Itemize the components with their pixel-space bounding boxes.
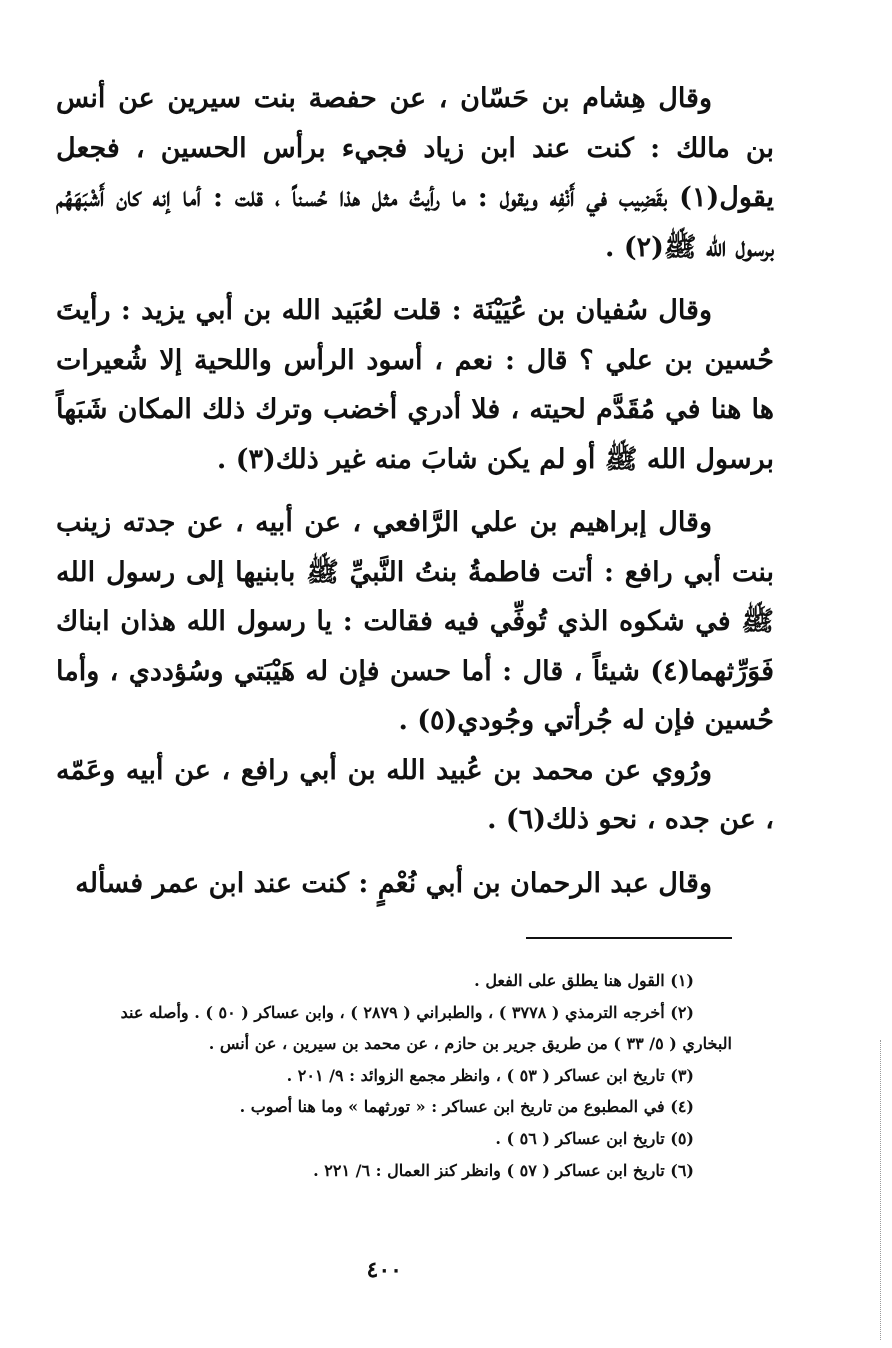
paragraph-abdulrahman: وقال عبد الرحمان بن أبي نُعْمٍ : كنت عند ابن عمر فسأله xyxy=(75,867,712,899)
paragraph-hisham: وقال هِشام بن حَسّان ، عن حفصة بنت سيرين عن أنس بن مالك : كنت عند ابن زياد فجيء برأس الحسين ، فجعل يقول(١) بقَضِيب في أَنْفِه ويقول : ما رأيتُ مثل هذا حُسناً ، قلت : أما إنه كان أَشْبَهَهُم برسول الله ﷺ(٢) . xyxy=(56,83,774,263)
footnote-2-continuation: البخاري ( ٥/ ٣٣ ) من طريق جرير بن حازم ، عن محمد بن سيرين ، عن أنس . xyxy=(208,1034,732,1054)
footnote-4: (٤) في المطبوع من تاريخ ابن عساكر : « تورثهما » وما هنا أصوب . xyxy=(239,1097,694,1117)
footnote-1: (١) القول هنا يطلق على الفعل . xyxy=(474,971,694,990)
paragraph-muhammad: ورُوي عن محمد بن عُبيد الله بن أبي رافع ، عن أبيه وعَمّه ، عن جده ، نحو ذلك(٦) . xyxy=(56,754,774,835)
footnote-6: (٦) تاريخ ابن عساكر ( ٥٧ ) وانظر كنز العمال : ٦/ ٢٢١ . xyxy=(313,1160,694,1180)
footnote-3: (٣) تاريخ ابن عساكر ( ٥٣ ) ، وانظر مجمع الزوائد : ٩/ ٢٠١ . xyxy=(286,1065,694,1085)
footnotes xyxy=(10,965,732,1186)
paragraph-ibrahim: وقال إبراهيم بن علي الرَّافعي ، عن أبيه ، عن جدته زينب بنت أبي رافع : أتت فاطمةُ بنتُ النَّبيِّ ﷺ بابنيها إلى رسول الله ﷺ في شكوه الذي تُوفِّي فيه فقالت : يا رسول الله هذان ابناك فَوَرِّثهما(٤) شيئاً ، قال : أما حسن فإن له هَيْبَتي وسُؤددي ، وأما حُسين فإن له جُرأتي وجُودي(٥) . xyxy=(56,507,774,736)
scan-edge-line xyxy=(880,1040,881,1340)
book-page xyxy=(20,0,872,1348)
footnote-5: (٥) تاريخ ابن عساكر ( ٥٦ ) . xyxy=(495,1128,694,1148)
page-number: ٤٠٠ xyxy=(366,1257,402,1283)
paragraph-sufyan: وقال سُفيان بن عُيَيْنَة : قلت لعُبَيد الله بن أبي يزيد : رأيتَ حُسين بن علي ؟ قال : نعم ، أسود الرأس واللحية إلا شُعيرات ها هنا في مُقَدَّم لحيته ، فلا أدري أخضب وترك ذلك المكان شَبَهاً برسول الله ﷺ أو لم يكن شابَ منه غير ذلك(٣) . xyxy=(56,295,774,475)
footnote-2: (٢) أخرجه الترمذي ( ٣٧٧٨ ) ، والطبراني ( ٢٨٧٩ ) ، وابن عساكر ( ٥٠ ) . وأصله عند xyxy=(120,1002,694,1022)
main-text xyxy=(56,74,774,908)
footnote-separator xyxy=(526,937,732,939)
